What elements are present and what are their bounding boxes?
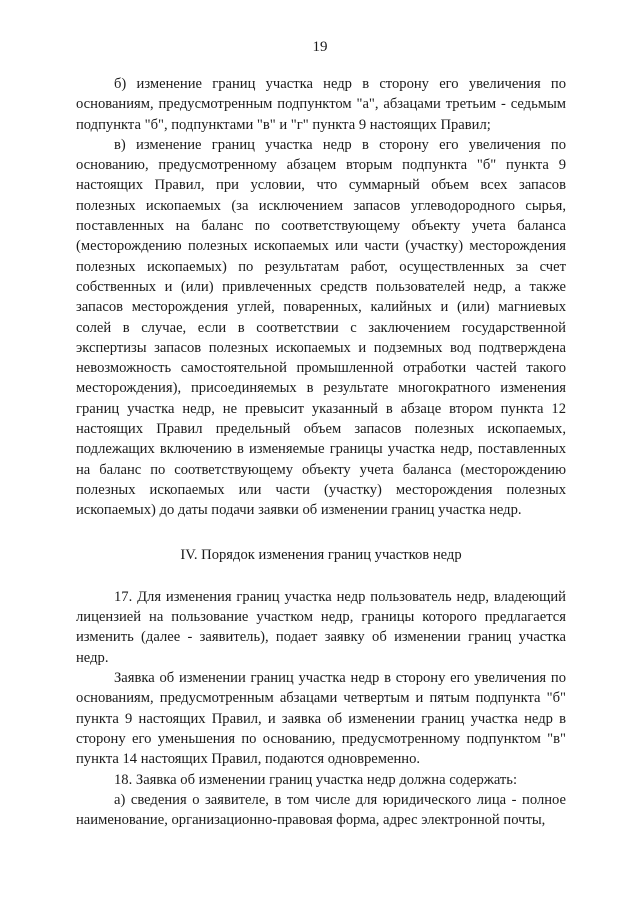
document-body: [76, 74, 566, 830]
paragraph-v-boundary-increase-condition: в) изменение границ участка недр в сторону его увеличения по основанию, предусмотренному абзацем вторым подпункта "б" пункта 9 настоящих Правил, при условии, что суммарный объем всех запасов полезных ископаемых (за исключением запасов углеводородного сырья, поставленных на баланс по соответствующему объекту учета баланса (месторождению полезных ископаемых или части (участку) месторождения полезных ископаемых) по результатам работ, осуществленных за счет собственных и (или) привлеченных средств пользователей недр, а также запасов месторождения углей, поваренных, калийных и (или) магниевых солей в случае, если в соответствии с заключением государственной экспертизы запасов полезных ископаемых и подземных вод подтверждена невозможность самостоятельной промышленной отработки частей такого месторождения), присоединяемых в результате многократного изменения границ участка недр, не превысит указанный в абзаце втором пункта 12 настоящих Правил предельный объем запасов полезных ископаемых, подлежащих включению в изменяемые границы участка недр, поставленных на баланс по соответствующему объекту учета баланса (месторождению полезных ископаемых или части (участку) месторождения полезных ископаемых) до даты подачи заявки об изменении границ участка недр.: [76, 136, 566, 519]
paragraph-b-boundary-increase: б) изменение границ участка недр в сторону его увеличения по основаниям, предусмотренным подпунктом "а", абзацами третьим - седьмым подпункта "б", подпунктами "в" и "г" пункта 9 настоящих Правил;: [76, 76, 566, 133]
paragraph-a-applicant-info: а) сведения о заявителе, в том числе для юридического лица - полное наименование, организационно-правовая форма, адрес электронной почты,: [76, 791, 566, 829]
page-number: 19: [312, 39, 328, 55]
paragraph-17-application: 17. Для изменения границ участка недр пользователь недр, владеющий лицензией на пользование участком недр, границы которого предлагается изменить (далее - заявитель), подает заявку об изменении границ участка недр.: [76, 588, 566, 666]
section-heading: IV. Порядок изменения границ участков недр: [180, 546, 462, 563]
paragraph-simultaneous-applications: Заявка об изменении границ участка недр в сторону его увеличения по основаниям, предусмотренным абзацами четвертым и пятым подпункта "б" пункта 9 настоящих Правил, и заявка об изменении границ участка недр в сторону его уменьшения по основанию, предусмотренному подпунктом "в" пункта 14 настоящих Правил, подаются одновременно.: [76, 670, 566, 768]
paragraph-18-contents: 18. Заявка об изменении границ участка недр должна содержать:: [114, 771, 518, 788]
